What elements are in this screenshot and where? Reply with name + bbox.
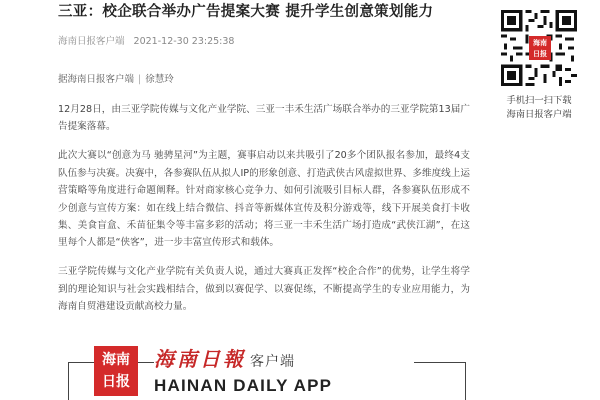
article-paragraph: 12月28日，由三亚学院传媒与文化产业学院、三亚一丰禾生活广场联合举办的三亚学院第13届广告提案落幕。 <box>58 104 470 133</box>
byline-separator: | <box>138 74 142 85</box>
article-headline: 三亚：校企联合举办广告提案大赛 提升学生创意策划能力 <box>58 4 434 20</box>
byline-source: 据海南日报客户端 <box>58 74 135 85</box>
article-paragraph: 此次大赛以“创意为马 驰骋星河”为主题，赛事启动以来共吸引了20多个团队报名参加，最终4支队伍参与决赛。决赛中，各参赛队伍从拟人IP的形象创意、打造武侠古风虚拟世界、多维度线上运营策略等角度进行命题阐释。针对商家核心竞争力、如何引流吸引目标人群，各参赛队伍形成不少创意与宣传方案：如在线上结合微信、抖音等新媒体宣传及积分游戏等，线下开展美食打卡收集、美食盲盒、禾苗征集令等丰富多彩的活动；将三亚一丰禾生活广场打造成“武侠江湖”，在这里每个人都是“侠客”，进一步丰富宣传形式和载体。 <box>58 150 470 249</box>
article-source[interactable]: 海南日报客户端 <box>58 36 125 47</box>
brand-english-name: HAINAN DAILY APP <box>154 376 333 395</box>
qr-caption-line2: 海南日报客户端 <box>506 109 572 120</box>
qr-download-panel <box>485 10 593 122</box>
seal-text: 海南日报 <box>102 352 130 390</box>
banner-brand <box>154 346 414 398</box>
brand-suffix: 客户端 <box>250 354 295 370</box>
hainan-daily-seal-logo <box>94 346 138 396</box>
brand-calligraphy-text: 海南日報 <box>154 347 246 371</box>
article-body <box>58 101 470 315</box>
byline-author: 徐慧玲 <box>145 74 174 85</box>
brand-chinese-name <box>154 346 414 375</box>
article-paragraph: 三亚学院传媒与文化产业学院有关负责人说，通过大赛真正发挥“校企合作”的优势，让学生将学到的理论知识与社会实践相结合，做到以赛促学、以赛促练，不断提高学生的专业应用能力，为海南自贸港建设贡献高校力量。 <box>58 266 470 313</box>
article-byline <box>58 71 470 85</box>
qr-code[interactable] <box>501 10 577 86</box>
qr-caption-line1: 手机扫一扫下载 <box>506 95 572 106</box>
qr-logo-text: 海南日报 <box>533 38 547 58</box>
app-promo-banner[interactable] <box>66 344 466 400</box>
qr-caption <box>485 94 593 122</box>
article-meta <box>58 33 470 47</box>
article <box>58 0 470 327</box>
qr-center-logo <box>529 36 551 60</box>
article-timestamp: 2021-12-30 23:25:38 <box>133 36 235 47</box>
